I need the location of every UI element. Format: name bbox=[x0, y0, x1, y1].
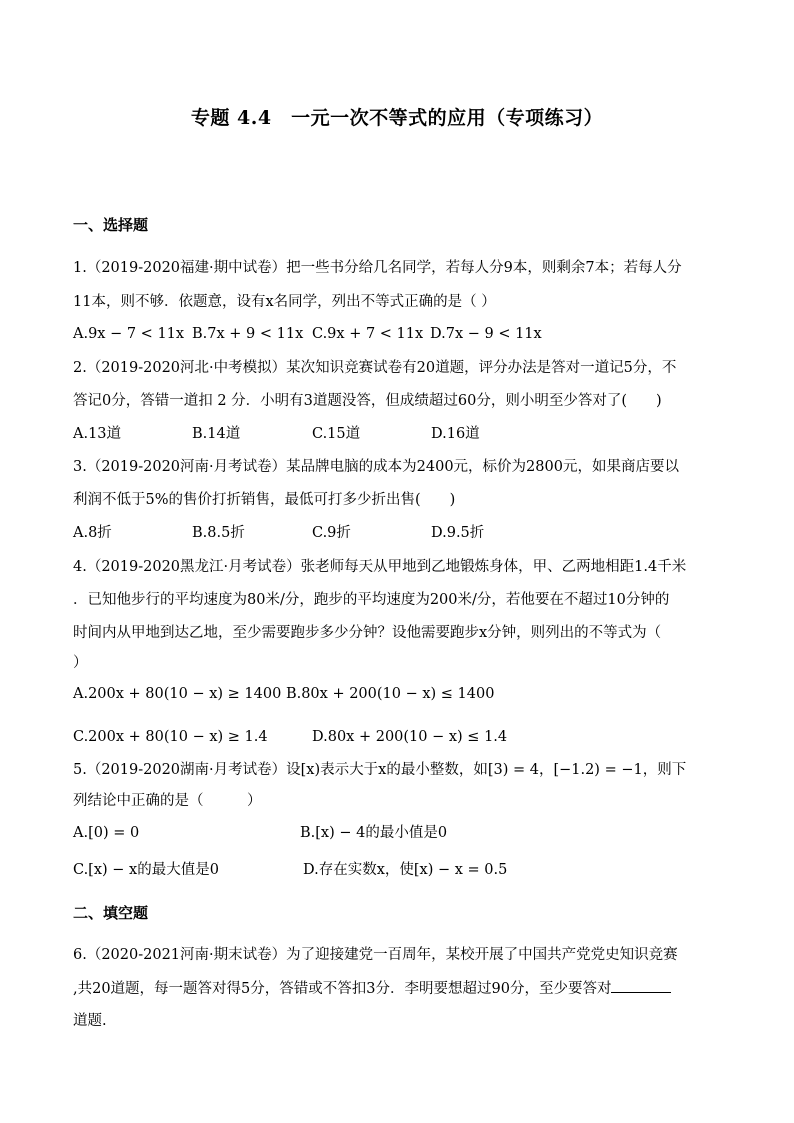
question-5-line-1: 5.（2019-2020湖南·月考试卷）设[x)表示大于x的最小整数，如[3) = 4，[−1.2) = −1，则下 bbox=[73, 762, 687, 778]
question-5-option-d: D.存在实数x，使[x) − x = 0.5 bbox=[303, 862, 508, 878]
question-1-option-b: B.7x + 9 < 11x bbox=[192, 326, 304, 342]
question-2-line-2: 答记0分，答错一道扣 2 分．小明有3道题没答，但成绩超过60分，则小明至少答对了( ) bbox=[73, 393, 662, 409]
question-4-line-3: 时间内从甲地到达乙地，至少需要跑步多少分钟？设他需要跑步x分钟，则列出的不等式为（ bbox=[73, 625, 662, 641]
question-2-option-c: C.15道 bbox=[312, 426, 361, 442]
question-4-option-d: D.80x + 200(10 − x) ≤ 1.4 bbox=[312, 729, 508, 745]
question-3-line-2: 利润不低于5%的售价打折销售，最低可打多少折出售( ) bbox=[73, 492, 456, 508]
question-5-line-2: 列结论中正确的是（ ） bbox=[73, 793, 262, 809]
question-6-line-1: 6.（2020-2021河南·期末试卷）为了迎接建党一百周年，某校开展了中国共产党党史知识竞赛 bbox=[73, 947, 678, 963]
question-4-option-c: C.200x + 80(10 − x) ≥ 1.4 bbox=[73, 729, 268, 745]
question-5-option-a: A.[0) = 0 bbox=[73, 825, 140, 841]
question-4-option-ab: A.200x + 80(10 − x) ≥ 1400 B.80x + 200(10 − x) ≤ 1400 bbox=[73, 686, 495, 702]
question-1-line-2: 11本，则不够．依题意，设有x名同学，列出不等式正确的是（ ） bbox=[73, 294, 496, 310]
question-4-line-2: ．已知他步行的平均速度为80米/分，跑步的平均速度为200米/分，若他要在不超过10分钟的 bbox=[73, 592, 670, 608]
page-title: 专题 4.4 一元一次不等式的应用（专项练习） bbox=[190, 107, 604, 129]
question-2-line-1: 2.（2019-2020河北·中考模拟）某次知识竞赛试卷有20道题，评分办法是答对一道记5分，不 bbox=[73, 360, 677, 376]
question-3-option-d: D.9.5折 bbox=[431, 525, 485, 541]
question-3-line-1: 3.（2019-2020河南·月考试卷）某品牌电脑的成本为2400元，标价为2800元，如果商店要以 bbox=[73, 459, 679, 475]
section-heading-fill-in: 二、填空题 bbox=[73, 904, 149, 922]
question-5-option-b: B.[x) − 4的最小值是0 bbox=[300, 825, 448, 841]
question-2-option-a: A.13道 bbox=[73, 426, 122, 442]
question-6-line-3: 道题. bbox=[73, 1013, 107, 1029]
question-4-line-1: 4.（2019-2020黑龙江·月考试卷）张老师每天从甲地到乙地锻炼身体，甲、乙两地相距1.4千米 bbox=[73, 559, 687, 575]
question-1-option-d: D.7x − 9 < 11x bbox=[430, 326, 542, 342]
question-5-option-c: C.[x) − x的最大值是0 bbox=[73, 862, 219, 878]
question-1-line-1: 1.（2019-2020福建·期中试卷）把一些书分给几名同学，若每人分9本，则剩余7本；若每人分 bbox=[73, 260, 682, 276]
section-heading-choice: 一、选择题 bbox=[73, 216, 149, 234]
question-3-option-a: A.8折 bbox=[73, 525, 112, 541]
question-1-option-c: C.9x + 7 < 11x bbox=[312, 326, 424, 342]
question-4-line-4: ） bbox=[73, 655, 88, 671]
question-2-option-b: B.14道 bbox=[192, 426, 241, 442]
question-3-option-b: B.8.5折 bbox=[192, 525, 245, 541]
question-2-option-d: D.16道 bbox=[431, 426, 480, 442]
question-6-line-2 bbox=[73, 978, 671, 999]
answer-blank[interactable] bbox=[611, 978, 671, 993]
question-1-option-a: A.9x − 7 < 11x bbox=[73, 326, 185, 342]
question-3-option-c: C.9折 bbox=[312, 525, 351, 541]
question-6-line-2-text: ,共20道题，每一题答对得5分，答错或不答扣3分．李明要想超过90分，至少要答对 bbox=[73, 981, 612, 997]
